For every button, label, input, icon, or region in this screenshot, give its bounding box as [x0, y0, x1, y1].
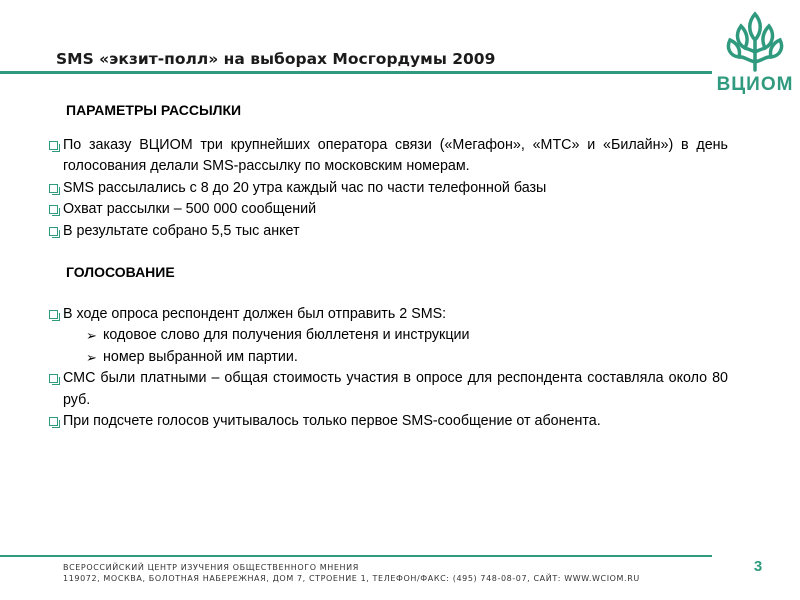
logo-text: ВЦИОМ: [716, 74, 794, 95]
tree-logo-icon: [713, 4, 797, 74]
section-heading-parameters: ПАРАМЕТРЫ РАССЫЛКИ: [66, 102, 242, 118]
footer-address: 119072, МОСКВА, БОЛОТНАЯ НАБЕРЕЖНАЯ, ДОМ 7, СТРОЕНИЕ 1, ТЕЛЕФОН/ФАКС: (495) 748-08-07, САЙТ: WWW.WCIOM.RU: [63, 574, 640, 583]
title-divider: [0, 71, 712, 74]
checkbox-bullet-icon: [49, 227, 58, 236]
list-item: По заказу ВЦИОМ три крупнейших оператора связи («Мегафон», «МТС» и «Билайн») в день голосования делали SMS-рассылку по московским номерам.: [48, 135, 728, 178]
checkbox-bullet-icon: [49, 417, 58, 426]
checkbox-bullet-icon: [49, 205, 58, 214]
arrow-bullet-icon: ➢: [86, 349, 97, 365]
section-heading-voting: ГОЛОСОВАНИЕ: [66, 264, 175, 280]
list-item: В результате собрано 5,5 тыс анкет: [48, 221, 728, 243]
wciom-logo: [713, 4, 797, 104]
list-item: Охват рассылки – 500 000 сообщений: [48, 199, 728, 221]
footer: [63, 562, 640, 584]
checkbox-bullet-icon: [49, 184, 58, 193]
sub-list-item: ➢ номер выбранной им партии.: [48, 347, 728, 369]
footer-org-name: ВСЕРОССИЙСКИЙ ЦЕНТР ИЗУЧЕНИЯ ОБЩЕСТВЕННОГО МНЕНИЯ: [63, 563, 359, 572]
sub-list-item: ➢ кодовое слово для получения бюллетеня и инструкции: [48, 325, 728, 347]
footer-divider: [0, 555, 712, 557]
list-item: В ходе опроса респондент должен был отправить 2 SMS:: [48, 304, 728, 326]
list-item: СМС были платными – общая стоимость участия в опросе для респондента составляла около 80 руб.: [48, 368, 728, 411]
checkbox-bullet-icon: [49, 310, 58, 319]
checkbox-bullet-icon: [49, 141, 58, 150]
slide-title: SMS «экзит-полл» на выборах Мосгордумы 2009: [56, 50, 496, 68]
list-item: При подсчете голосов учитывалось только первое SMS-сообщение от абонента.: [48, 411, 728, 433]
slide-content: [48, 100, 728, 433]
checkbox-bullet-icon: [49, 374, 58, 383]
arrow-bullet-icon: ➢: [86, 328, 97, 343]
page-number: 3: [753, 558, 763, 575]
list-item: SMS рассылались с 8 до 20 утра каждый час по части телефонной базы: [48, 178, 728, 200]
